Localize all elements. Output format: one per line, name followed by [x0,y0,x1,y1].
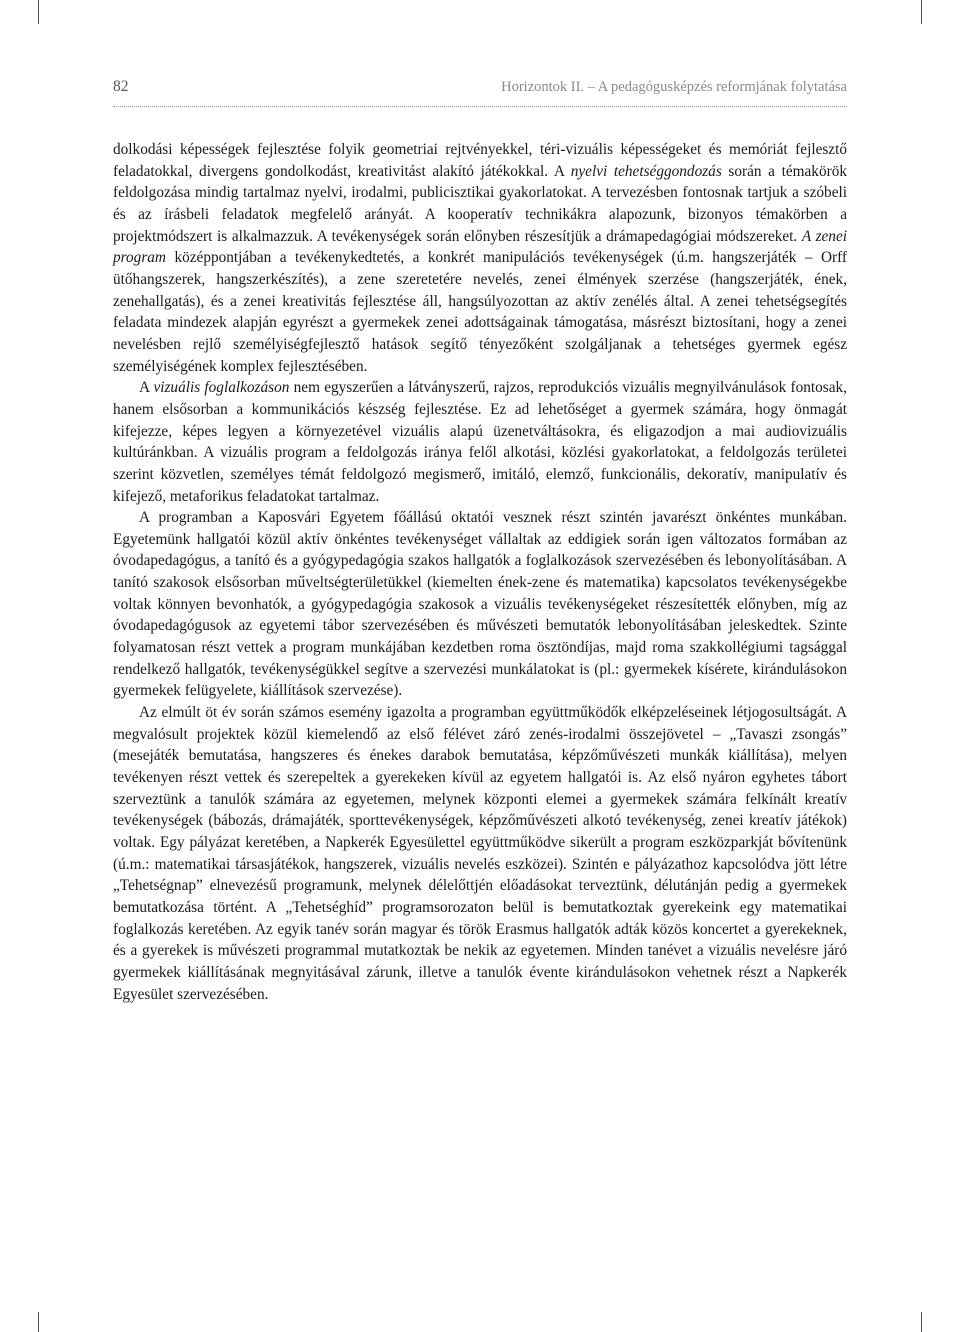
crop-mark-bottom-right [921,1312,922,1332]
crop-mark-top-left [38,0,39,24]
paragraph [113,507,847,702]
italic-term: A zenei program [113,227,847,267]
running-head: Horizontok II. – A pedagógusképzés reformjának folytatása [501,79,847,95]
crop-mark-bottom-left [38,1312,39,1332]
page-header [113,78,847,102]
crop-mark-top-right [921,0,922,24]
paragraph [113,377,847,507]
paragraph [113,139,847,377]
paragraph [113,702,847,1005]
paragraph-text: A [139,379,154,397]
body-text [113,139,847,1005]
paragraph-text: dolkodási képességek fejlesztése folyik geometriai rejtvényekkel, téri-vizuális képességeket és memóriát fejlesztő feladatokkal, divergens gondolkodást, kreativitást alakító játékokkal. A [113,141,847,180]
paragraph-text: során a témakörök feldolgozása mindig tartalmaz nyelvi, irodalmi, publicisztikai gyakorlatokat. A tervezésben fontosnak tartjuk a szóbeli és az írásbeli feladatok megfelelő arányát. A kooperatív technikákra alapozunk, bizonyos témakörben a projektmódszert is alkalmazzuk. A tevékenységek során előnyben részesítjük a drámapedagógiai módszereket. [113,162,847,245]
paragraph-text: nem egyszerűen a látványszerű, rajzos, reprodukciós vizuális megnyilvánulások fontosak, hanem elsősorban a kommunikációs készség fejlesztése. Ez ad lehetőséget a gyermek számára, hogy önmagát kifejezze, képes legyen a környezetével vizuális alapú üzenetváltásokra, és eligazodjon a mai audiovizuális kultúránkban. A vizuális program a feldolgozás iránya felől alkotási, közlési gyakorlatokat, a feldolgozás területei szerint közvetlen, személyes témát feldolgozó megismerő, imitáló, elemző, funkcionális, dekoratív, manipulatív és kifejező, metaforikus feladatokat tartalmaz. [113,379,847,505]
page-number: 82 [113,78,129,95]
paragraph-text: Az elmúlt öt év során számos esemény igazolta a programban együttműködők elképzeléseinek létjogosultságát. A megvalósult projektek közül kiemelendő az első félévet záró zenés-irodalmi összejövetel – „Tavaszi zsongás” (mesejáték bemutatása, hangszeres és énekes darabok bemutatása, képzőművészeti munkák kiállítása), melyen tevékenyen részt vettek és szerepeltek a gyerekeken kívül az egyetem hallgatói is. Az első nyáron egyhetes tábort szerveztünk a tanulók számára az egyetemen, melynek központi elemei a gyermekek számára felkínált kreatív tevékenységek (bábozás, drámajáték, sporttevékenységek, képzőművészeti alkotó tevékenység, zenei kreatív játékok) voltak. Egy pályázat keretében, a Napkerék Egyesülettel együttműködve sikerült a program eszközparkját bővítenünk (ú.m.: matematikai társasjátékok, hangszerek, vizuális nevelés eszközei). Szintén e pályázathoz kapcsolódva jött létre „Tehetségnap” elnevezésű programunk, melynek délelőttjén előadásokat terveztünk, délutánján pedig a gyermekek bemutatkozása történt. A „Tehetséghíd” programsorozaton belül is bemutatkoztak gyerekeink egy matematikai foglalkozás keretében. Az egyik tanév során magyar és török Erasmus hallgatók adták közös koncertet a gyerekeknek, és a gyerekek is művészeti programmal mutatkoztak be nekik az egyetemen. Minden tanévet a vizuális nevelésre járó gyermekek kiállításának megnyitásával zárunk, illetve a tanulók évente kirándulásokon vehetnek részt a Napkerék Egyesület szervezésében. [113,704,847,1003]
italic-term: nyelvi tehetséggondozás [570,162,722,180]
paragraph-text: A programban a Kaposvári Egyetem főállású oktatói vesznek részt szintén javarészt önkéntes munkában. Egyetemünk hallgatói közül aktív önkéntes tevékenységet vállaltak az eddigiek során igen változatos formában az óvodapedagógus, a tanító és a gyógypedagógia szakos hallgatók a foglalkozások szervezésében és lebonyolításában. A tanító szakosok elsősorban műveltségterületükkel (kiemelten ének-zene és matematika) kapcsolatos tevékenységekbe voltak könnyen bevonhatók, a gyógypedagógia szakosok a vizuális tevékenységeket részesítették előnyben, míg az óvodapedagógusok az egyetemi tábor szervezésében és művészeti bemutatók lebonyolításában jeleskedtek. Szinte folyamatosan részt vettek a program munkájában kezdetben roma ösztöndíjas, majd roma szakkollégiumi tagsággal rendelkező hallgatók, tevékenységükkel segítve a szervezési munkálatokat is (pl.: gyermekek kísérete, kirándulásokon gyermekek felügyelete, kiállítások szervezése). [113,509,847,700]
paragraph-text: középpontjában a tevékenykedtetés, a konkrét manipulációs tevékenységek (ú.m. hangszerjáték – Orff ütőhangszerek, hangszerkészítés), a zene szeretetére nevelés, zenei élmények szerzése (hangszerjáték, ének, zenehallgatás), és a zenei kreativitás fejlesztése áll, hangsúlyozottan az aktív zenélés által. A zenei tehetségsegítés feladata mindezek alapján egyrészt a gyermekek zenei adottságainak támogatása, másrészt biztosítani, hogy a zenei nevelésben rejlő személyiségfejlesztő hatások segítő tényezőként szolgáljanak a tehetséges gyermek egész személyiségének komplex fejlesztésében. [113,249,847,375]
header-divider [113,106,847,107]
italic-term: vizuális foglalkozáson [153,379,290,397]
